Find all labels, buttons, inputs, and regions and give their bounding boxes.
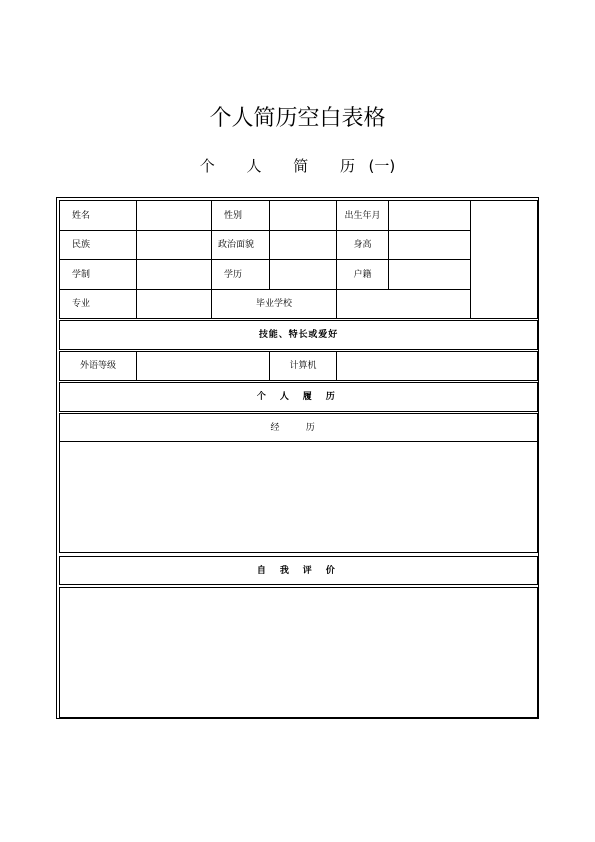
school-label: 毕业学校 [211, 289, 337, 319]
birth-label: 出生年月 [336, 200, 389, 231]
gender-label: 性别 [211, 200, 270, 231]
gender-field[interactable] [269, 200, 337, 231]
self-evaluation-field[interactable] [59, 587, 538, 718]
language-label: 外语等级 [59, 351, 137, 381]
self-evaluation-heading: 自 我 评 价 [59, 556, 538, 585]
document-subtitle [0, 155, 595, 177]
language-field[interactable] [136, 351, 270, 381]
hukou-field[interactable] [388, 259, 471, 290]
experience-field[interactable] [59, 441, 538, 553]
education-field[interactable] [269, 259, 337, 290]
schooling-field[interactable] [136, 259, 212, 290]
education-label: 学历 [211, 259, 270, 290]
major-label: 专业 [59, 289, 137, 319]
ethnicity-label: 民族 [59, 230, 137, 260]
major-field[interactable] [136, 289, 212, 319]
subtitle-main: 个 人 简 历 [199, 157, 369, 175]
experience-label: 经 历 [59, 413, 538, 442]
photo-field[interactable] [470, 200, 538, 319]
name-field[interactable] [136, 200, 212, 231]
computer-field[interactable] [336, 351, 538, 381]
computer-label: 计算机 [269, 351, 337, 381]
height-field[interactable] [388, 230, 471, 260]
ethnicity-field[interactable] [136, 230, 212, 260]
subtitle-suffix: (一) [368, 157, 396, 175]
document-title: 个人简历空白表格 [209, 106, 386, 131]
resume-form-grid [59, 200, 536, 716]
height-label: 身高 [336, 230, 389, 260]
politics-label: 政治面貌 [211, 230, 270, 260]
resume-form [56, 197, 539, 719]
name-label: 姓名 [59, 200, 137, 231]
birth-field[interactable] [388, 200, 471, 231]
skills-heading: 技能、特长或爱好 [59, 320, 538, 350]
hukou-label: 户籍 [336, 259, 389, 290]
politics-field[interactable] [269, 230, 337, 260]
history-heading: 个 人 履 历 [59, 382, 538, 412]
schooling-label: 学制 [59, 259, 137, 290]
school-field[interactable] [336, 289, 471, 319]
